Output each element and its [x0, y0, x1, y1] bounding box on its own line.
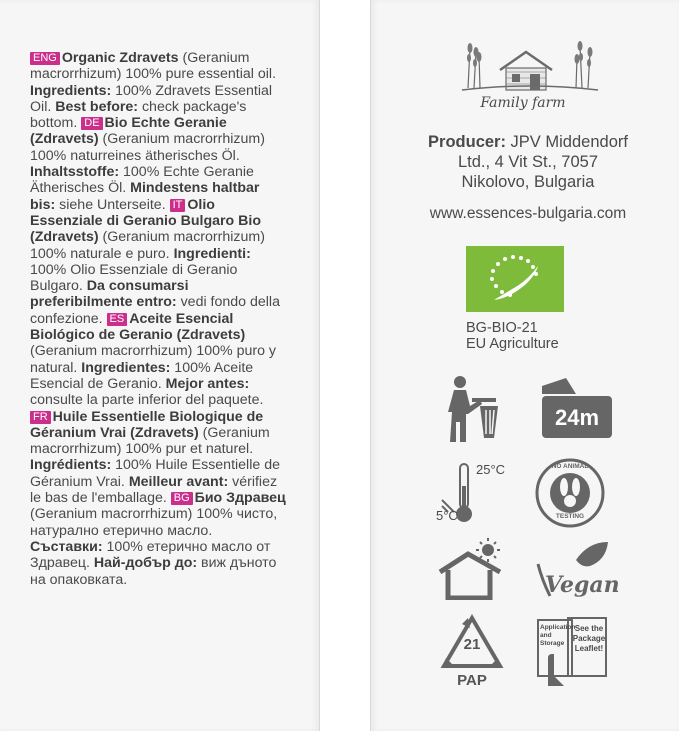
- fr-ingredients: 100% Huile Essentielle de Géranium Vrai.: [30, 457, 280, 490]
- bg-ingredients: 100% етерично масло от Здравец.: [30, 538, 271, 572]
- producer-address-1: Ltd., 4 Vit St., 7057: [457, 153, 599, 171]
- eng-ingredients: 100% Zdravets Essential Oil.: [30, 82, 273, 115]
- bio-code: BG-BIO-21: [466, 320, 538, 336]
- bg-desc: (Geranium macrorrhizum) 100% чисто, натурално етерично масло.: [30, 506, 278, 539]
- tidy-man-disposal-icon: [436, 372, 512, 444]
- de-ingredients-label: Inhaltsstoffe:: [30, 164, 120, 181]
- recycle-number: 21: [463, 636, 481, 653]
- it-best-before: vedi fondo della confezione.: [30, 294, 280, 327]
- lang-tag-bg: BG: [171, 492, 193, 505]
- es-product-name: Aceite Esencial Biológico de Geranio (Zdravets): [30, 310, 246, 344]
- eng-best-before: check package's bottom.: [30, 98, 247, 132]
- lang-tag-de: DE: [81, 117, 102, 130]
- fr-ingredients-label: Ingrédients:: [30, 457, 112, 474]
- fr-best-before-label: Meilleur avant:: [128, 473, 229, 490]
- producer-name: JPV Middendorf: [505, 133, 628, 151]
- vegan-label: Vegan: [545, 572, 620, 598]
- es-best-before-label: Mejor antes:: [165, 375, 250, 392]
- leaflet-left-text: Application and Storage: [540, 624, 576, 647]
- lang-tag-es: ES: [107, 313, 128, 326]
- fr-desc: (Geranium macrorrhizum) 100% pur et naturel.: [30, 424, 270, 458]
- bg-ingredients-label: Съставки:: [30, 538, 103, 555]
- es-ingredients-label: Ingredientes:: [81, 359, 171, 376]
- pao-label: 24m: [554, 405, 600, 430]
- it-ingredients-label: Ingredienti:: [173, 245, 251, 262]
- it-desc: (Geranium macrorrhizum) 100% naturale e puro.: [30, 229, 265, 262]
- no-animal-top-text: NO ANIMAL: [551, 463, 589, 470]
- de-best-before: siehe Unterseite.: [55, 196, 170, 213]
- temp-high: 25°C: [476, 462, 506, 477]
- es-best-before: consulte la parte inferior del paquete.: [30, 392, 264, 409]
- it-ingredients: 100% Olio Essenziale di Geranio Bulgaro.: [30, 261, 238, 295]
- fr-best-before: vérifiez le bas de l'emballage.: [30, 473, 278, 507]
- lang-tag-fr: FR: [30, 411, 51, 424]
- es-ingredients: 100% Aceite Esencial de Geranio.: [30, 359, 254, 392]
- de-product-name: Bio Echte Geranie (Zdravets): [30, 115, 227, 148]
- fr-product-name: Huile Essentielle Biologique de Géranium Vrai (Zdravets): [30, 408, 264, 441]
- eng-ingredients-label: Ingredients:: [30, 82, 112, 99]
- eng-best-before-label: Best before:: [55, 98, 139, 115]
- bg-product-name: Био Здравец: [194, 490, 286, 507]
- de-ingredients: 100% Echte Geranie Ätherisches Öl.: [30, 164, 254, 197]
- bio-certification: [466, 320, 626, 352]
- logo-text: Family farm: [480, 95, 566, 111]
- temp-low: 5°C: [436, 508, 458, 523]
- leaflet-right-text: See the Package Leaflet!: [572, 624, 606, 653]
- website-url: www.essences-bulgaria.com: [429, 205, 627, 222]
- producer-info: [398, 132, 658, 192]
- eng-product-name: Organic Zdravets: [61, 50, 179, 66]
- producer-label: Producer:: [428, 133, 506, 151]
- store-indoors-sun-icon: [436, 538, 506, 600]
- multilingual-description: [30, 50, 288, 588]
- recycle-code: PAP: [457, 672, 487, 689]
- es-desc: (Geranium macrorrhizum) 100% puro y natural.: [30, 343, 276, 376]
- it-best-before-label: Da consumarsi preferibilmente entro:: [30, 278, 189, 311]
- producer-address-2: Nikolovo, Bulgaria: [461, 173, 595, 191]
- de-desc: (Geranium macrorrhizum) 100% naturreines ätherisches Öl.: [30, 131, 265, 164]
- de-best-before-label: Mindestens haltbar bis:: [30, 180, 260, 213]
- bg-best-before-label: Най-добър до:: [93, 555, 198, 572]
- bg-best-before: виж дъното на опаковката.: [30, 555, 277, 588]
- eng-desc: (Geranium macrorrhizum) 100% pure essential oil.: [30, 50, 277, 83]
- it-product-name: Olio Essenziale di Geranio Bulgaro Bio (Zdravets): [30, 196, 261, 246]
- left-box-side: [0, 0, 320, 731]
- eu-organic-leaf-icon: [466, 246, 564, 312]
- bio-region: EU Agriculture: [466, 336, 559, 352]
- lang-tag-eng: ENG: [30, 52, 60, 65]
- lang-tag-it: IT: [170, 199, 186, 212]
- no-animal-bottom-text: TESTING: [555, 513, 585, 520]
